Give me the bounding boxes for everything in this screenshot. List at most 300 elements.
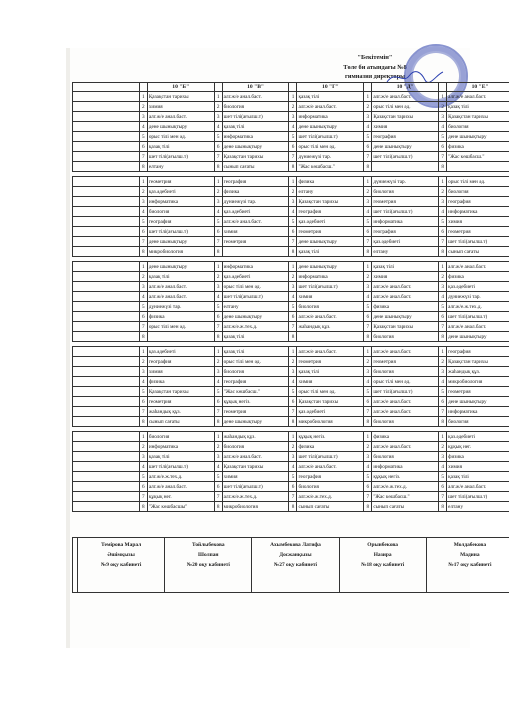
lesson-number: 2 [214,272,222,282]
lesson-number: 4 [439,207,447,217]
day-cell [73,407,140,417]
subject-cell: шет тілі(ағылш.т) [147,152,214,162]
schedule-row [73,347,509,357]
subject-cell: физика [372,432,439,442]
subject-cell: Қазақстан тарихы [147,387,214,397]
subject-cell: алг.ж/е анал.баст. [372,282,439,292]
lesson-number: 5 [214,472,222,482]
schedule-row [73,162,509,172]
schedule-row [73,442,509,452]
subject-cell: қазақ тілі [297,367,364,377]
lesson-number: 3 [139,367,147,377]
subject-cell: химия [372,122,439,132]
lesson-number: 5 [364,132,372,142]
teacher-cell: Молдабекова Мадина №17 оқу кабинеті [426,538,509,593]
subject-cell: микробиология [447,377,509,387]
schedule-row [73,482,509,492]
lesson-number: 2 [139,187,147,197]
lesson-number: 5 [214,302,222,312]
lesson-number: 6 [139,227,147,237]
lesson-number: 7 [364,492,372,502]
subject-cell: жаһандық құз. [222,432,289,442]
subject-cell: Қазақстан тарихы [372,112,439,122]
lesson-number: 8 [439,332,447,342]
subject-cell: алг.ж/е.ж.тех.д. [447,302,509,312]
lesson-number: 3 [214,367,222,377]
lesson-number: 7 [289,237,297,247]
subject-cell: химия [222,227,289,237]
subject-cell: физика [147,312,214,322]
class-header: 10 "В" [222,83,289,92]
lesson-number: 8 [139,417,147,427]
subject-cell: дүниежүзі тар. [447,292,509,302]
subject-cell: "Жас көшбасш." [447,152,509,162]
schedule-row [73,177,509,187]
subject-cell: химия [297,292,364,302]
subject-cell: шет тілі(ағылш.т) [147,462,214,472]
subject-cell: география [147,357,214,367]
lesson-number: 2 [289,442,297,452]
lesson-number: 1 [139,177,147,187]
subject-cell: елтану [297,187,364,197]
lesson-number: 7 [214,237,222,247]
lesson-number: 6 [214,482,222,492]
schedule-table [72,82,509,512]
lesson-number: 7 [439,152,447,162]
lesson-number: 6 [289,227,297,237]
subject-cell: биология [222,102,289,112]
lesson-number: 8 [364,162,372,172]
lesson-number: 1 [364,347,372,357]
subject-cell: дүниежүзі тар. [147,302,214,312]
lesson-number: 1 [139,92,147,102]
subject-cell: алг.ж/е анал.баст. [372,92,439,102]
subject-cell: микробиология [222,502,289,512]
lesson-number: 3 [364,452,372,462]
subject-cell: алг.ж/е анал.баст. [297,312,364,322]
lesson-number: 2 [289,357,297,367]
class-header: 10 "Б" [147,83,214,92]
subject-cell: физика [372,302,439,312]
subject-cell: дене шынықтыру [447,397,509,407]
subject-cell: биология [372,187,439,197]
subject-cell: құқық нег. [147,492,214,502]
day-cell [73,472,140,482]
subject-cell: елтану [372,247,439,257]
lesson-number: 3 [364,282,372,292]
subject-cell: шет тілі(ағылш.т) [447,312,509,322]
lesson-number: 5 [289,302,297,312]
lesson-number: 3 [139,282,147,292]
lesson-number: 3 [439,367,447,377]
lesson-number: 2 [289,272,297,282]
subject-cell: география [447,197,509,207]
subject-cell: геометрия [447,227,509,237]
lesson-number: 6 [439,397,447,407]
lesson-number: 7 [289,152,297,162]
lesson-number: 6 [289,397,297,407]
subject-cell: Қазақстан тарихы [447,357,509,367]
lesson-number: 5 [289,217,297,227]
subject-cell: алг.ж/е анал.баст. [147,482,214,492]
lesson-number: 2 [214,187,222,197]
lesson-number: 5 [364,387,372,397]
lesson-number: 5 [364,472,372,482]
subject-cell: шет тілі(ағылш.т) [222,112,289,122]
lesson-number: 8 [289,162,297,172]
subject-cell [372,162,439,172]
subject-cell: қазақ тілі [372,262,439,272]
subject-cell: химия [147,367,214,377]
subject-cell: дене шынықтыру [372,312,439,322]
day-cell [73,187,140,197]
lesson-number: 2 [364,442,372,452]
lesson-number: 8 [364,247,372,257]
lesson-number: 6 [439,227,447,237]
subject-cell: құқық негіз. [222,397,289,407]
subject-cell: информатика [297,112,364,122]
day-cell [73,462,140,472]
subject-cell: дене шынықтыру [447,332,509,342]
approval-line-3: гимназия директоры [344,73,405,80]
lesson-number: 5 [439,132,447,142]
lesson-number: 3 [289,452,297,462]
subject-cell: геометрия [222,237,289,247]
subject-cell: елтану [447,502,509,512]
schedule-row [73,132,509,142]
lesson-number: 7 [364,322,372,332]
lesson-number: 7 [439,237,447,247]
lesson-number: 3 [289,197,297,207]
subject-cell: орыс тілі мен әд. [222,282,289,292]
subject-cell: химия [447,217,509,227]
day-cell [73,492,140,502]
lesson-number: 1 [364,262,372,272]
subject-cell: химия [372,272,439,282]
lesson-number: 6 [214,227,222,237]
schedule-row [73,302,509,312]
lesson-number: 4 [439,122,447,132]
subject-cell: орыс тілі мен әд. [222,357,289,367]
lesson-number: 8 [289,332,297,342]
subject-cell: шет тілі(ағылш.т) [297,452,364,462]
subject-cell: алг.ж/е.ж.тех.д. [297,492,364,502]
lesson-number: 6 [439,312,447,322]
subject-cell: шет тілі(ағылш.т) [447,237,509,247]
lesson-number: 4 [289,292,297,302]
lesson-number: 2 [364,102,372,112]
lesson-number: 5 [139,217,147,227]
lesson-number: 7 [289,492,297,502]
lesson-number: 4 [439,462,447,472]
subject-cell: алг.ж/е анал.баст. [447,322,509,332]
subject-cell: информатика [297,272,364,282]
lesson-number: 1 [439,432,447,442]
subject-cell: химия [147,102,214,112]
day-cell [73,237,140,247]
lesson-number: 3 [439,112,447,122]
teacher-cell: Тойлыбекова Шолпан №20 оқу кабинеті [165,538,252,593]
lesson-number: 4 [214,462,222,472]
class-header: 10 "Е" [447,83,509,92]
lesson-number: 6 [289,482,297,492]
lesson-number: 6 [364,312,372,322]
schedule-row [73,272,509,282]
subject-cell: шет тілі(ағылш.т) [222,482,289,492]
lesson-number: 4 [139,377,147,387]
lesson-number: 6 [139,482,147,492]
lesson-number: 3 [289,367,297,377]
subject-cell: дүниежүзі тар. [297,152,364,162]
lesson-number: 4 [289,122,297,132]
lesson-number: 3 [214,197,222,207]
lesson-number: 6 [289,312,297,322]
subject-cell: физика [447,452,509,462]
schedule-row [73,322,509,332]
day-cell [73,122,140,132]
subject-cell: биология [147,432,214,442]
day-cell [73,482,140,492]
lesson-number: 4 [214,207,222,217]
subject-cell: физика [297,442,364,452]
day-cell [73,272,140,282]
subject-cell: физика [447,142,509,152]
subject-cell [297,332,364,342]
subject-cell: елтану [147,162,214,172]
subject-cell: алг.ж/е анал.баст. [372,292,439,302]
day-cell [73,112,140,122]
subject-cell: биология [372,417,439,427]
subject-cell: алг.ж/е анал.баст. [372,347,439,357]
subject-cell: алг.ж/е анал.баст. [222,92,289,102]
schedule-row [73,452,509,462]
subject-cell: шет тілі(ағылш.т) [297,282,364,292]
subject-cell: биология [372,332,439,342]
subject-cell: биология [447,122,509,132]
teacher-cell: Ахымбекова Латифа Досжанқызы №27 оқу кабинеті [252,538,339,593]
lesson-number: 5 [289,472,297,482]
lesson-number: 7 [364,407,372,417]
day-cell [73,92,140,102]
day-cell [73,197,140,207]
approval-line-2: Төле би атындағы №8 [343,63,407,71]
subject-cell: орыс тілі мен әд. [447,177,509,187]
subject-cell: алг.ж/е анал.баст. [222,217,289,227]
schedule-body [73,92,509,512]
subject-cell: шет тілі(ағылш.т) [372,207,439,217]
lesson-number: 4 [364,462,372,472]
lesson-number: 4 [439,377,447,387]
subject-cell: геометрия [447,387,509,397]
subject-cell: алг.ж/е анал.баст. [297,102,364,112]
subject-cell: қаз.әдебиеті [222,207,289,217]
subject-cell: Қазақстан тарихы [297,397,364,407]
lesson-number: 1 [139,262,147,272]
subject-cell [222,247,289,257]
schedule-row [73,282,509,292]
subject-cell: дене шынықтыру [222,312,289,322]
subject-cell: алг.ж/е.ж.тех.д. [222,492,289,502]
subject-cell: орыс тілі мен әд. [372,377,439,387]
lesson-number: 2 [214,357,222,367]
subject-cell: география [147,217,214,227]
lesson-number: 5 [139,132,147,142]
lesson-number: 1 [364,92,372,102]
lesson-number: 8 [364,332,372,342]
schedule-row [73,502,509,512]
lesson-number: 1 [439,177,447,187]
subject-cell: география [297,472,364,482]
lesson-number: 5 [289,387,297,397]
schedule-row [73,152,509,162]
day-cell [73,442,140,452]
schedule-row [73,397,509,407]
subject-cell: орыс тілі мен әд. [147,322,214,332]
lesson-number-header [139,83,147,92]
day-cell [73,162,140,172]
subject-cell: геометрия [147,177,214,187]
lesson-number: 6 [289,142,297,152]
day-cell [73,322,140,332]
schedule-row [73,462,509,472]
day-column-header [73,83,140,92]
lesson-number: 8 [364,417,372,427]
teachers-table [72,537,509,593]
day-cell [73,417,140,427]
schedule-row [73,122,509,132]
lesson-number: 7 [214,407,222,417]
subject-cell: алг.ж/е.ж.тех.д. [372,482,439,492]
subject-cell: шет тілі(ағылш.т) [222,292,289,302]
lesson-number: 3 [439,452,447,462]
lesson-number: 4 [139,292,147,302]
schedule-row [73,357,509,367]
lesson-number: 3 [214,452,222,462]
lesson-number: 3 [139,197,147,207]
lesson-number: 8 [289,247,297,257]
subject-cell: Қазақстан тарихы [147,92,214,102]
subject-cell: химия [222,472,289,482]
lesson-number: 2 [439,357,447,367]
lesson-number: 8 [214,332,222,342]
day-cell [73,332,140,342]
lesson-number: 4 [139,122,147,132]
subject-cell: дене шынықтыру [297,237,364,247]
lesson-number: 6 [364,397,372,407]
lesson-number: 1 [214,347,222,357]
subject-cell: орыс тілі мен әд. [297,142,364,152]
subject-cell: информатика [222,132,289,142]
subject-cell: қазақ тілі [222,347,289,357]
subject-cell: биология [222,367,289,377]
lesson-number: 7 [214,322,222,332]
schedule-row [73,492,509,502]
subject-cell: сынып сағаты [297,502,364,512]
lesson-number: 2 [364,357,372,367]
schedule-row [73,247,509,257]
subject-cell: биология [372,452,439,462]
schedule-row [73,197,509,207]
lesson-number: 7 [289,322,297,332]
lesson-number: 5 [439,217,447,227]
subject-cell: шет тілі(ағылш.т) [372,387,439,397]
lesson-number: 4 [214,122,222,132]
lesson-number: 1 [364,432,372,442]
subject-cell: қазақ тілі [147,452,214,462]
lesson-number: 3 [364,112,372,122]
lesson-number: 4 [214,292,222,302]
schedule-row [73,417,509,427]
lesson-number: 7 [214,152,222,162]
lesson-number: 1 [139,347,147,357]
subject-cell: геометрия [372,357,439,367]
lesson-number: 2 [214,102,222,112]
subject-cell: алг.ж/е анал.баст. [147,282,214,292]
lesson-number: 2 [139,357,147,367]
day-cell [73,452,140,462]
lesson-number: 2 [439,102,447,112]
subject-cell: қазақ тілі [147,142,214,152]
lesson-number: 1 [289,92,297,102]
lesson-number: 7 [139,407,147,417]
lesson-number: 8 [139,162,147,172]
subject-cell: орыс тілі мен әд. [147,132,214,142]
subject-cell: география [372,227,439,237]
day-cell [73,247,140,257]
subject-cell: химия [447,462,509,472]
lesson-number: 3 [139,112,147,122]
lesson-number: 3 [214,282,222,292]
subject-cell: жаһандық құз. [147,407,214,417]
teachers-row [73,538,509,593]
lesson-number: 2 [364,187,372,197]
subject-cell: алг.ж/е анал.баст. [297,462,364,472]
subject-cell: қаз.әдебиеті [147,187,214,197]
subject-cell: биология [297,482,364,492]
subject-cell: жаһандық құз. [297,322,364,332]
lesson-number: 5 [139,302,147,312]
subject-cell: биология [447,417,509,427]
lesson-number: 6 [439,142,447,152]
subject-cell: қазақ тілі [222,122,289,132]
subject-cell [147,332,214,342]
lesson-number: 6 [364,482,372,492]
subject-cell: алг.ж/е анал.баст. [447,92,509,102]
subject-cell: құқық негіз. [297,432,364,442]
subject-cell: физика [147,377,214,387]
lesson-number: 1 [214,432,222,442]
day-cell [73,227,140,237]
subject-cell: дене шынықтыру [297,262,364,272]
lesson-number: 4 [289,377,297,387]
subject-cell: құқық негіз. [372,472,439,482]
day-cell [73,152,140,162]
subject-cell: сынып сағаты [222,162,289,172]
lesson-number: 8 [289,417,297,427]
day-cell [73,132,140,142]
schedule-row [73,92,509,102]
lesson-number: 3 [439,282,447,292]
subject-cell: шет тілі(ағылш.т) [297,132,364,142]
subject-cell: информатика [372,462,439,472]
lesson-number: 5 [214,217,222,227]
lesson-number: 6 [139,397,147,407]
lesson-number: 6 [439,482,447,492]
schedule-row [73,262,509,272]
subject-cell: қаз.әдебиеті [222,272,289,282]
lesson-number: 2 [139,102,147,112]
schedule-row [73,112,509,122]
